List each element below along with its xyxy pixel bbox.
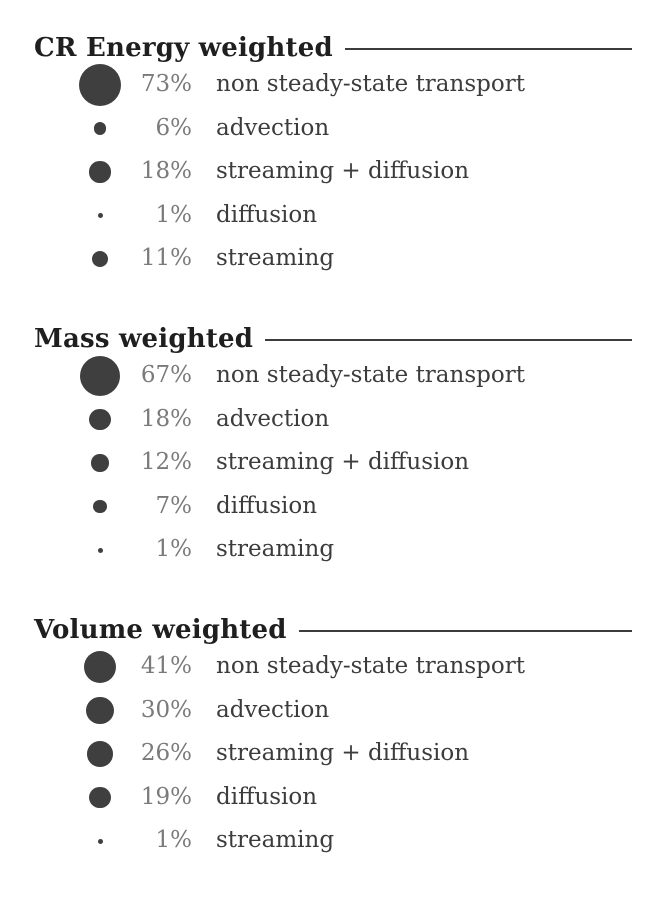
- list-item: [0, 532, 664, 568]
- mechanism-label: streaming: [216, 827, 335, 853]
- percent-value: 26%: [140, 740, 192, 766]
- share-dot: [89, 161, 110, 182]
- mechanism-label: non steady-state transport: [216, 362, 525, 388]
- section-rule: [299, 630, 632, 632]
- list-item: [0, 67, 664, 103]
- list-item: [0, 823, 664, 859]
- list-item: [0, 358, 664, 394]
- section-rule: [265, 339, 632, 341]
- share-dot: [92, 251, 109, 268]
- percent-value: 19%: [140, 783, 192, 810]
- section-rule: [345, 48, 632, 50]
- mechanism-label: diffusion: [216, 201, 318, 228]
- share-dot: [89, 409, 110, 430]
- share-dot: [89, 787, 111, 809]
- share-dot: [94, 122, 106, 134]
- percent-value: 30%: [140, 696, 192, 723]
- percent-value: 1%: [155, 536, 192, 562]
- mechanism-label: streaming: [216, 536, 335, 562]
- percent-value: 18%: [140, 158, 192, 184]
- mechanism-label: streaming + diffusion: [216, 449, 470, 475]
- list-item: [0, 736, 664, 772]
- list-item: [0, 780, 664, 816]
- section-header: [34, 324, 632, 354]
- mechanism-label: diffusion: [216, 783, 318, 810]
- percent-value: 12%: [140, 449, 192, 475]
- mechanism-label: streaming: [216, 245, 335, 271]
- list-item: [0, 241, 664, 277]
- share-dot: [91, 454, 108, 471]
- percent-value: 41%: [140, 653, 192, 679]
- share-dot: [98, 213, 103, 218]
- list-item: [0, 198, 664, 234]
- percent-value: 1%: [155, 201, 192, 228]
- list-item: [0, 649, 664, 685]
- section-header: [34, 33, 632, 63]
- list-item: [0, 693, 664, 729]
- share-dot: [98, 548, 103, 553]
- section-title: Mass weighted: [34, 324, 254, 354]
- list-item: [0, 154, 664, 190]
- section-title: CR Energy weighted: [34, 33, 333, 63]
- percent-value: 67%: [140, 362, 192, 388]
- list-item: [0, 445, 664, 481]
- mechanism-label: advection: [216, 114, 330, 141]
- percent-value: 11%: [140, 245, 192, 271]
- mechanism-label: streaming + diffusion: [216, 158, 470, 184]
- share-dot: [93, 500, 106, 513]
- share-dot: [87, 741, 112, 766]
- share-dot: [98, 839, 103, 844]
- percent-value: 18%: [140, 405, 192, 432]
- percent-value: 6%: [155, 114, 192, 141]
- list-item: [0, 111, 664, 147]
- mechanism-label: non steady-state transport: [216, 653, 525, 679]
- list-item: [0, 489, 664, 525]
- mechanism-label: non steady-state transport: [216, 71, 525, 97]
- mechanism-label: diffusion: [216, 492, 318, 519]
- section-title: Volume weighted: [34, 615, 287, 645]
- mechanism-label: advection: [216, 696, 330, 723]
- list-item: [0, 402, 664, 438]
- percent-value: 1%: [155, 827, 192, 853]
- percent-value: 7%: [155, 492, 192, 519]
- mechanism-label: streaming + diffusion: [216, 740, 470, 766]
- section-header: [34, 615, 632, 645]
- mechanism-label: advection: [216, 405, 330, 432]
- percent-value: 73%: [140, 71, 192, 97]
